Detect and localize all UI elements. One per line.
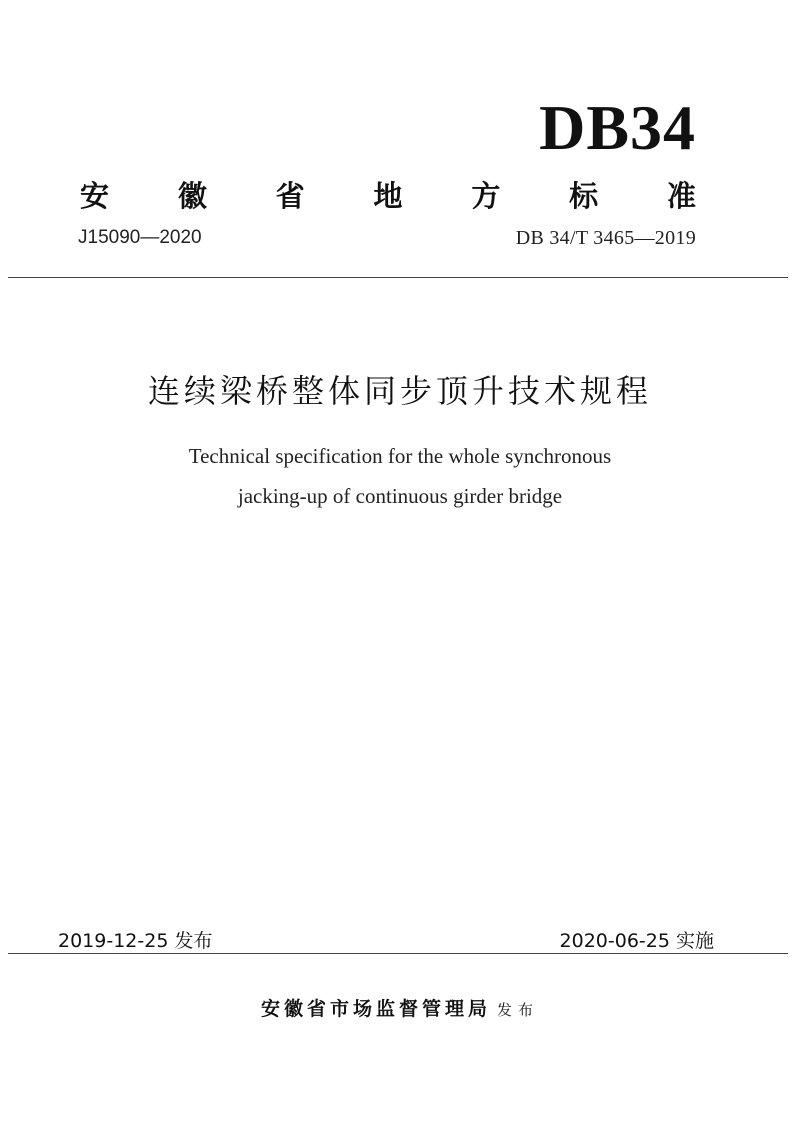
- chinese-title: 连续梁桥整体同步顶升技术规程: [147, 372, 652, 410]
- standard-code: DB34: [539, 92, 696, 163]
- english-title-line-2: jacking-up of continuous girder bridge: [237, 484, 563, 508]
- top-divider: [8, 277, 788, 278]
- standard-type-char: 省: [275, 178, 305, 213]
- record-number: J15090—2020: [78, 227, 202, 248]
- publisher-suffix: 发布: [497, 1001, 540, 1019]
- english-title-line-1: Technical specification for the whole synchronous: [188, 444, 612, 468]
- standard-number: DB 34/T 3465—2019: [515, 227, 696, 249]
- bottom-divider: [8, 953, 788, 954]
- standard-type-title: [80, 172, 696, 216]
- standard-type-char: 标: [569, 178, 599, 213]
- standard-type-char: 准: [666, 178, 696, 213]
- standard-type-char: 地: [373, 178, 403, 213]
- standard-type-char: 徽: [177, 178, 207, 213]
- issue-date: 2019-12-25 发布: [58, 930, 213, 952]
- standard-type-char: 方: [471, 178, 501, 213]
- publisher-line: [0, 994, 800, 1021]
- standard-type-char: 安: [80, 178, 110, 213]
- implementation-date: 2020-06-25 实施: [559, 930, 714, 952]
- publisher-org: 安徽省市场监督管理局: [260, 998, 491, 1020]
